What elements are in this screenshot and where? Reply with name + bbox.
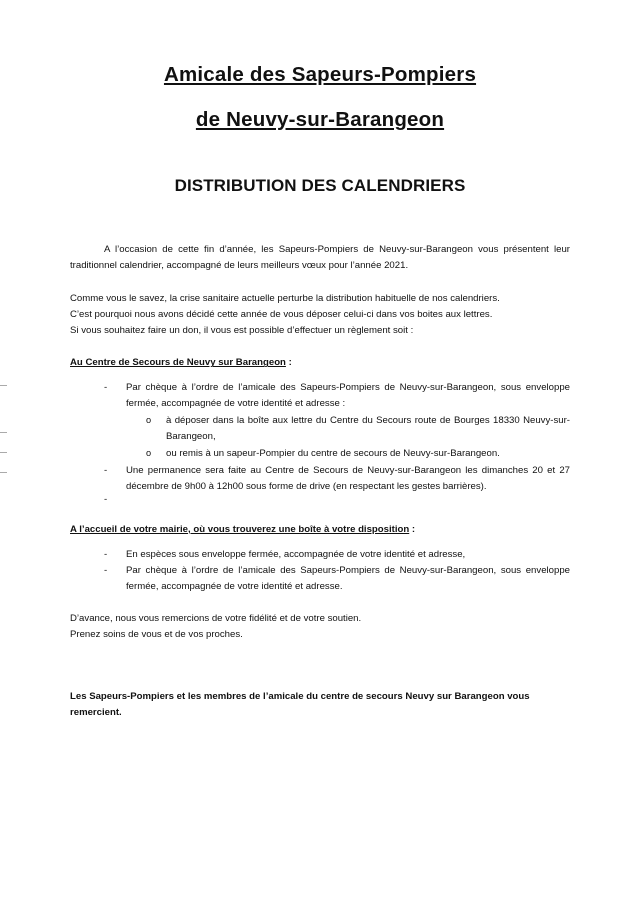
list-item: o ou remis à un sapeur-Pompier du centre de secours de Neuvy-sur-Barangeon.	[70, 446, 570, 462]
section-1-heading-suffix: :	[285, 357, 292, 369]
list-item: - Par chèque à l’ordre de l’amicale des Sapeurs-Pompiers de Neuvy-sur-Barangeon, sous enveloppe fermée, accompagnée de votre identité et adresse.	[70, 563, 570, 595]
list-item: - En espèces sous enveloppe fermée, accompagnée de votre identité et adresse,	[70, 547, 570, 563]
intro-paragraph: A l’occasion de cette fin d’année, les Sapeurs-Pompiers de Neuvy-sur-Barangeon vous présentent leur traditionnel calendrier, accompagné de leurs meilleurs vœux pour l’année 2021.	[70, 244, 570, 272]
scan-edge-mark	[0, 452, 7, 453]
section-1-heading-text: Au Centre de Secours de Neuvy sur Barangeon	[70, 357, 286, 369]
list-item: o à déposer dans la boîte aux lettre du Centre du Secours route de Bourges 18330 Neuvy-sur-Barangeon,	[70, 413, 570, 445]
list-item: - Par chèque à l’ordre de l’amicale des Sapeurs-Pompiers de Neuvy-sur-Barangeon, sous enveloppe fermée, accompagnée de votre identité et adresse :	[70, 380, 570, 412]
closing-line-2: Prenez soins de vous et de vos proches.	[70, 629, 243, 641]
paragraph-2-line-1: Comme vous le savez, la crise sanitaire actuelle perturbe la distribution habituelle de nos calendriers.	[70, 292, 500, 304]
paragraph-2-line-2: C’est pourquoi nous avons décidé cette année de vous déposer celui-ci dans vos boites aux lettres.	[70, 308, 493, 320]
scan-edge-mark	[0, 385, 7, 386]
closing-line-1: D’avance, nous vous remercions de votre fidélité et de votre soutien.	[70, 613, 362, 625]
document-subtitle: DISTRIBUTION DES CALENDRIERS	[174, 176, 466, 196]
list-item: - Une permanence sera faite au Centre de Secours de Neuvy-sur-Barangeon les dimanches 20 et 27 décembre de 9h00 à 12h00 sous forme de drive (en respectant les gestes barrières).	[70, 463, 570, 495]
paragraph-2	[70, 291, 570, 338]
section-2-heading-suffix: :	[409, 523, 416, 535]
title-line-1: Amicale des Sapeurs-Pompiers	[163, 63, 477, 86]
section-1-heading	[70, 355, 570, 371]
list-item-empty	[70, 496, 570, 505]
section-2-list	[70, 547, 570, 596]
scan-edge-mark	[0, 472, 7, 473]
title-line-2: de Neuvy-sur-Barangeon	[195, 107, 445, 131]
section-2-heading	[70, 522, 570, 538]
paragraph-2-line-3: Si vous souhaitez faire un don, il vous est possible d’effectuer un règlement soit :	[70, 324, 414, 336]
document-body	[70, 242, 570, 720]
signature-paragraph: Les Sapeurs-Pompiers et les membres de l’amicale du centre de secours Neuvy sur Barangeon vous remercient.	[70, 690, 530, 718]
document-title	[70, 62, 570, 132]
section-2-heading-text: A l’accueil de votre mairie, où vous trouverez une boîte à votre disposition	[70, 523, 410, 535]
section-1-list	[70, 380, 570, 504]
scan-edge-mark	[0, 432, 7, 433]
